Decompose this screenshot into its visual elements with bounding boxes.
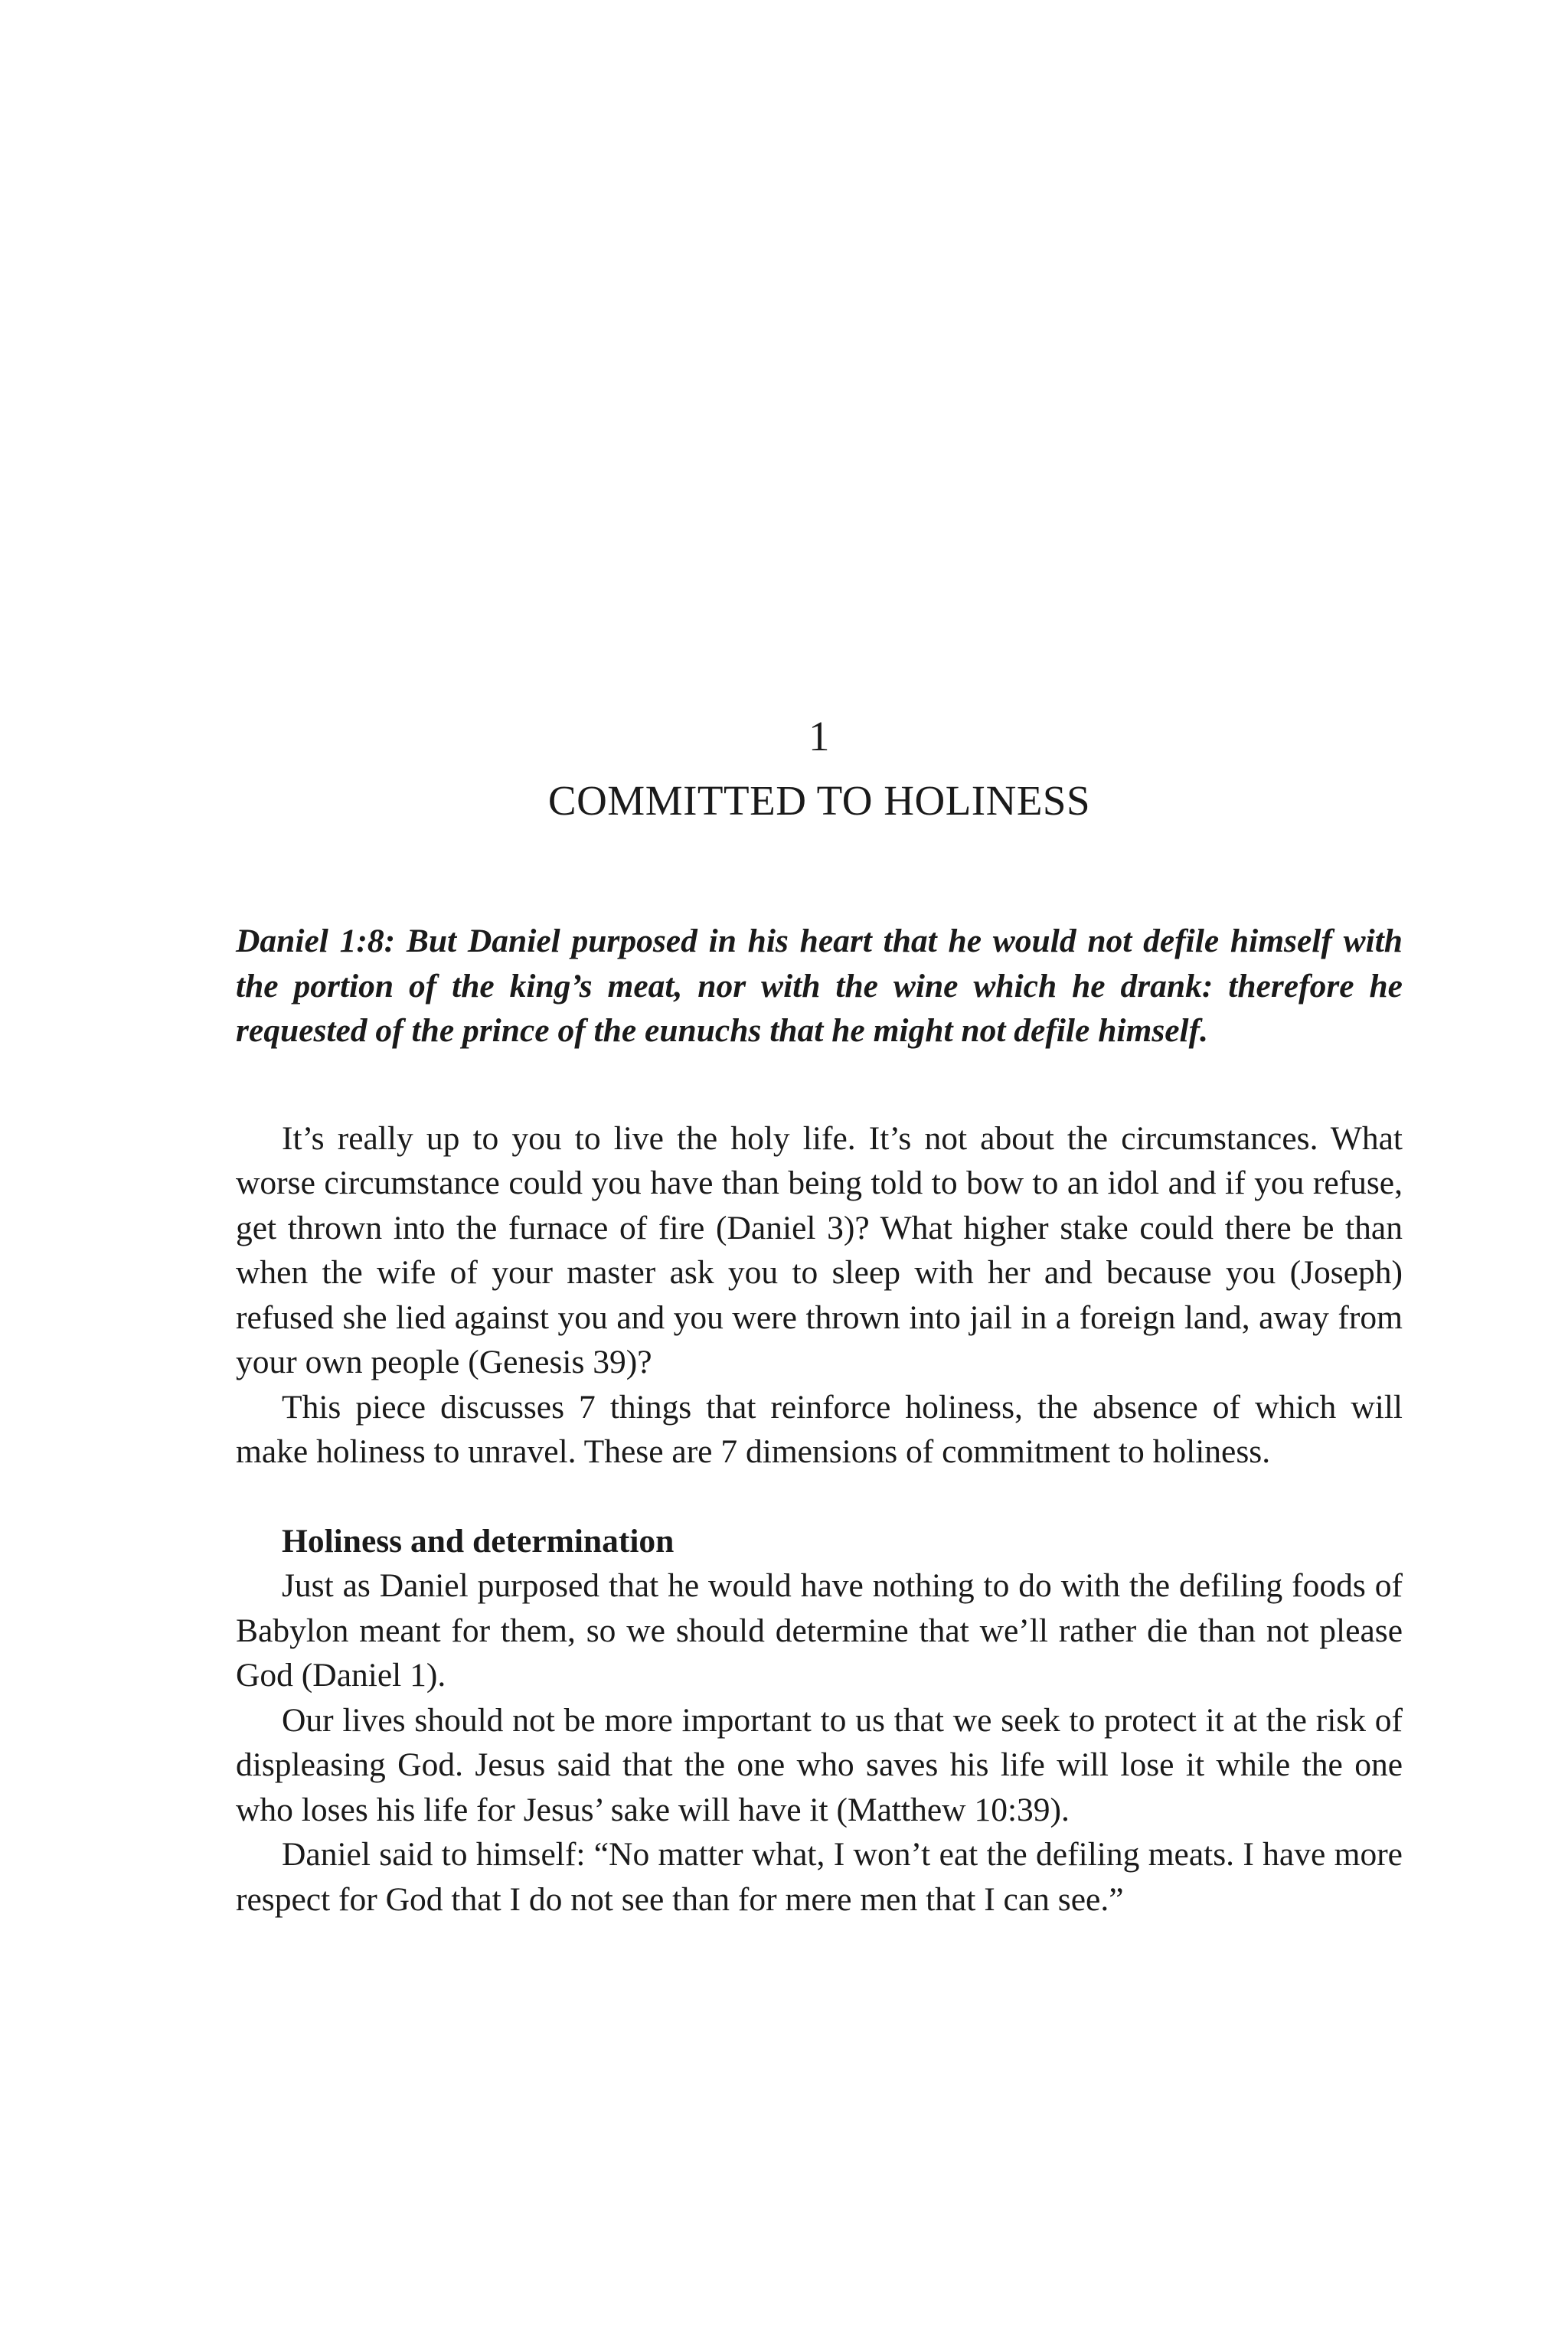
intro-paragraph-2: This piece discusses 7 things that reinforce holiness, the absence of which will make holiness to unravel. These are 7 dimensions of commitment to holiness. bbox=[236, 1388, 1403, 1470]
section-paragraph-1: Just as Daniel purposed that he would have nothing to do with the defiling foods of Babylon meant for them, so we should determine that we’ll rather die than not please God (Daniel 1). bbox=[236, 1567, 1403, 1694]
scripture-epigraph: Daniel 1:8: But Daniel purposed in his heart that he would not defile himself with the portion of the king’s meat, nor with the wine which he drank: therefore he requested of the prince of the eunuchs that he might not defile himself. bbox=[236, 923, 1403, 1049]
section-heading: Holiness and determination bbox=[282, 1522, 675, 1560]
chapter-body bbox=[236, 919, 1403, 1922]
chapter-heading bbox=[236, 704, 1403, 833]
intro-paragraph-1: It’s really up to you to live the holy life. It’s not about the circumstances. What worse circumstance could you have than being told to bow to an idol and if you refuse, get thrown into the furnace of fire (Daniel 3)? What higher stake could there be than when the wife of your master ask you to sleep with her and because you (Joseph) refused she lied against you and you were thrown into jail in a foreign land, away from your own people (Genesis 39)? bbox=[236, 1119, 1403, 1380]
section-paragraph-2: Our lives should not be more important to us that we seek to protect it at the risk of displeasing God. Jesus said that the one who saves his life will lose it while the one who loses his life for Jesus’ sake will have it (Matthew 10:39). bbox=[236, 1701, 1403, 1828]
chapter-title: COMMITTED TO HOLINESS bbox=[547, 777, 1091, 824]
chapter-number: 1 bbox=[808, 713, 830, 760]
section-paragraph-3: Daniel said to himself: “No matter what, I won’t eat the defiling meats. I have more respect for God that I do not see than for mere men that I can see.” bbox=[236, 1836, 1403, 1918]
